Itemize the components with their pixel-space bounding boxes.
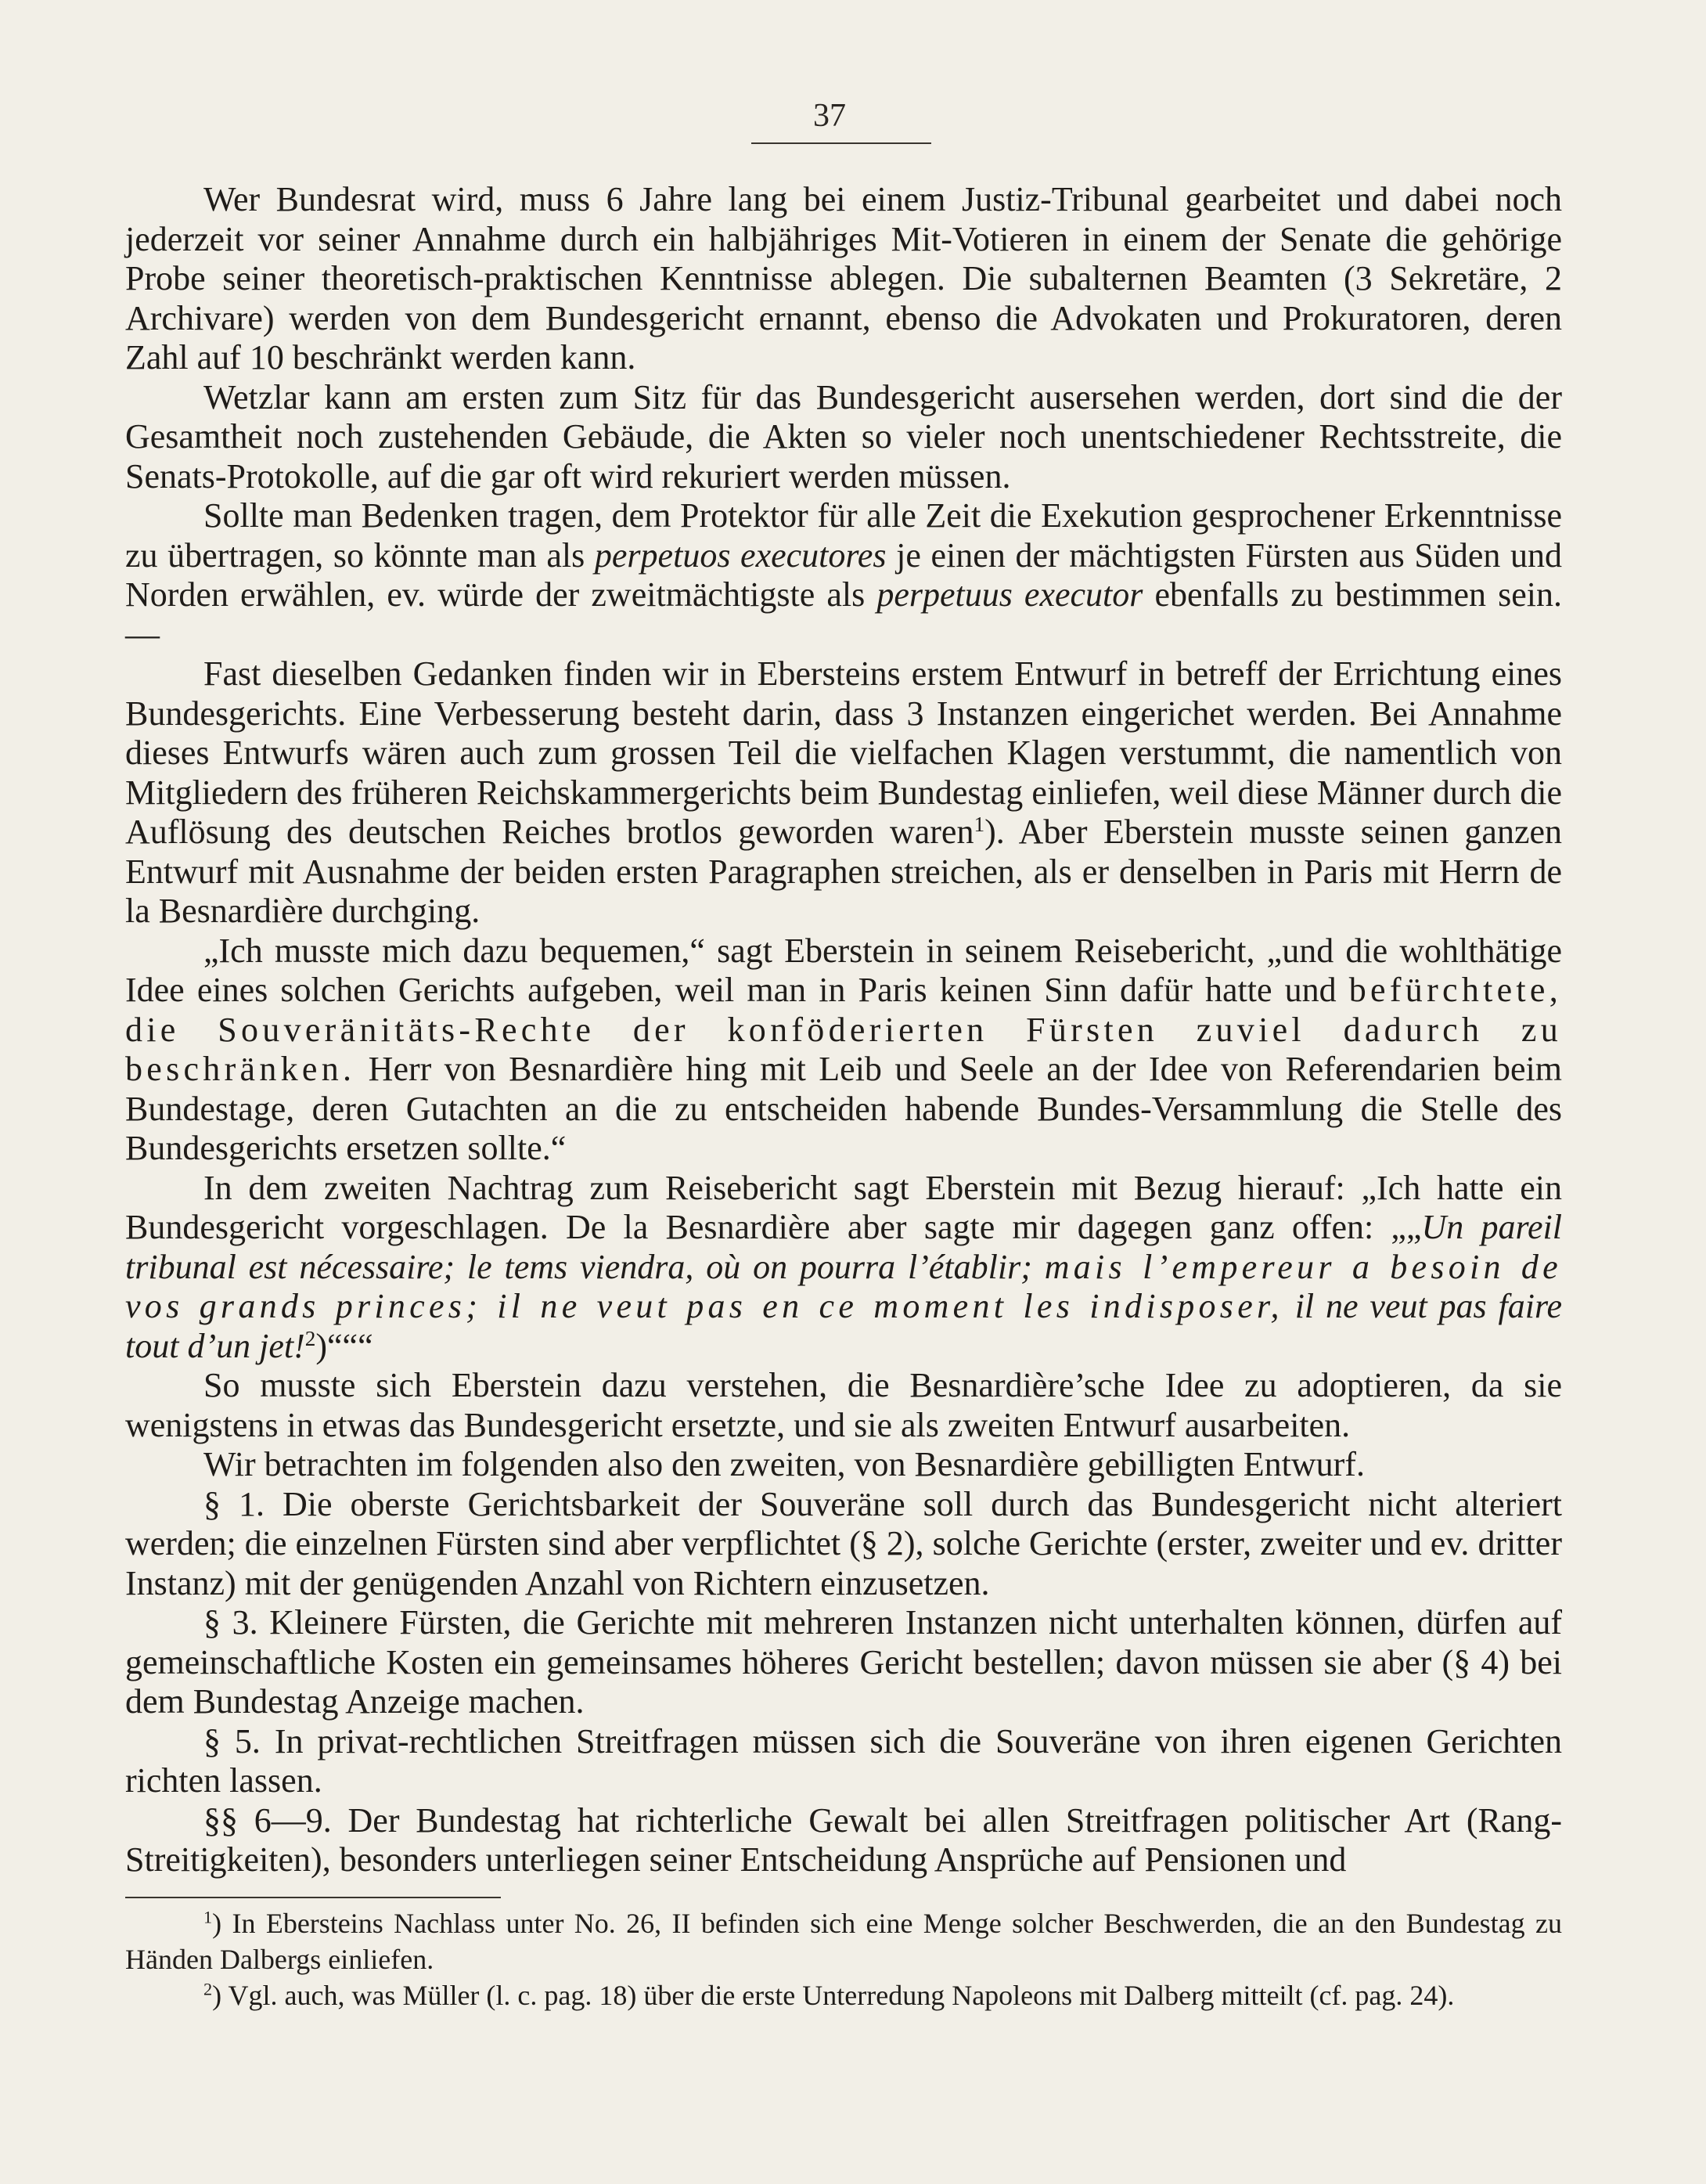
paragraph: § 5. In privat-rechtlichen Streitfragen müssen sich die Souveräne von ihren eigenen Gerichten richten lassen. — [125, 1721, 1562, 1800]
page-number: 37 — [813, 98, 846, 134]
footnote-mark: 2 — [203, 1979, 213, 1999]
text-run: )“““ — [315, 1326, 373, 1365]
paragraph — [125, 932, 1562, 1169]
spaced-emphasis: befürchtete, die Souveränitäts-Rechte der konföderierten Fürsten zuviel dadurch zu beschränken. — [125, 971, 1563, 1088]
footnote-rule — [125, 1897, 501, 1898]
header-rule — [751, 142, 931, 144]
paragraph — [125, 654, 1562, 932]
text-run: ). Aber Eberstein musste seinen ganzen Entwurf mit Ausnahme der beiden ersten Paragraphen streichen, als er denselben in Paris mit Herrn de la Besnardière durchging. — [125, 813, 1563, 930]
paragraph: Wir betrachten im folgenden also den zweiten, von Besnardière gebilligten Entwurf. — [203, 1445, 1365, 1483]
text-run: je einen der mächtigsten Fürsten aus Süden und Norden erwählen, ev. würde der zweitmächtigste als — [125, 535, 1563, 614]
footnote-text: ) Vgl. auch, was Müller (l. c. pag. 18) über die erste Unterredung Napoleons mit Dalberg mitteilt (cf. pag. 24). — [212, 1980, 1455, 2011]
french-quote: Un pareil tribunal est nécessaire; le tems viendra, où on pourra l’établir; — [125, 1208, 1562, 1286]
footnote-text: ) In Ebersteins Nachlass unter No. 26, II befinden sich eine Menge solcher Beschwerden, die an den Bundestag zu Händen Dalbergs einliefen. — [125, 1908, 1562, 1975]
text-run: In dem zweiten Nachtrag zum Reisebericht sagt Eberstein mit Bezug hierauf: „Ich hatte ein Bundesgericht vorgeschlagen. De la Besnardière aber sagte mir dagegen ganz offen: „„ — [125, 1168, 1562, 1246]
french-quote-spaced: mais l’empereur a besoin de vos grands princes; il ne veut pas en ce moment les indisposer, — [125, 1247, 1562, 1325]
text-run: Sollte man Bedenken tragen, dem Protektor für alle Zeit die Exekution gesprochener Erkenntnisse zu übertragen, so könnte man als — [125, 496, 1562, 575]
french-quote: il ne veut pas faire tout d’un jet! — [125, 1287, 1563, 1365]
text-run: Herr von Besnardière hing mit Leib und Seele an der Idee von Referendarien beim Bundestage, deren Gutachten an die zu entscheiden habende Bundes-Versammlung die Stelle des Bundesgerichts ersetzen sollte.“ — [125, 1050, 1562, 1167]
text-run: „Ich musste mich dazu bequemen,“ sagt Eberstein in seinem Reisebericht, „und die wohlthätige Idee eines solchen Gerichts aufgeben, weil man in Paris keinen Sinn dafür hatte und — [125, 931, 1562, 1009]
paragraph: § 1. Die oberste Gerichtsbarkeit der Souveräne soll durch das Bundesgericht nicht alteriert werden; die einzelnen Fürsten sind aber verpflichtet (§ 2), solche Gerichte (erster, zweiter und ev. dritter Instanz) mit der genügenden Anzahl von Richtern einzusetzen. — [125, 1484, 1562, 1602]
paragraph: §§ 6—9. Der Bundestag hat richterliche Gewalt bei allen Streitfragen politischer Art (Rang-Streitigkeiten), besonders unterliegen seiner Entscheidung Ansprüche auf Pensionen und — [125, 1800, 1562, 1879]
footnote-ref: 2 — [304, 1326, 316, 1350]
latin-term: perpetuus executor — [876, 575, 1143, 614]
footnotes — [125, 1905, 1562, 2013]
paragraph: Wer Bundesrat wird, muss 6 Jahre lang bei einem Justiz-Tribunal gearbeitet und dabei noch jederzeit vor seiner Annahme durch ein halbjähriges Mit-Votieren in einem der Senate die gehörige Probe seiner theoretisch-praktischen Kenntnisse ablegen. Die subalternen Beamten (3 Sekretäre, 2 Archivare) werden von dem Bundesgericht ernannt, ebenso die Advokaten und Prokuratoren, deren Zahl auf 10 beschränkt werden kann. — [125, 180, 1562, 377]
paragraph: Wetzlar kann am ersten zum Sitz für das Bundesgericht ausersehen werden, dort sind die der Gesamtheit noch zustehenden Gebäude, die Akten so vieler noch unentschiedener Rechtsstreite, die Senats-Protokolle, auf die gar oft wird rekuriert werden müssen. — [125, 377, 1562, 496]
latin-term: perpetuos executores — [594, 535, 887, 575]
footnote-mark: 1 — [203, 1907, 213, 1927]
footnote — [125, 1905, 1562, 1977]
main-text — [125, 180, 1562, 1880]
paragraph — [125, 1169, 1562, 1367]
footnote — [125, 1977, 1562, 2013]
paragraph: § 3. Kleinere Fürsten, die Gerichte mit mehreren Instanzen nicht unterhalten können, dürfen auf gemeinschaftliche Kosten ein gemeinsames höheres Gericht bestellen; davon müssen sie aber (§ 4) bei dem Bundestag Anzeige machen. — [125, 1603, 1562, 1721]
text-run: ebenfalls zu bestimmen sein. — — [125, 575, 1562, 654]
footnote-ref: 1 — [974, 813, 985, 836]
paragraph — [125, 496, 1562, 654]
text-run: Fast dieselben Gedanken finden wir in Ebersteins erstem Entwurf in betreff der Errichtung eines Bundesgerichts. Eine Verbesserung besteht darin, dass 3 Instanzen eingerichet werden. Bei Annahme dieses Entwurfs wären auch zum grossen Teil die vielfachen Klagen verstummt, die namentlich von Mitgliedern des früheren Reichskammergerichts beim Bundestag einliefen, weil diese Männer durch die Auflösung des deutschen Reiches brotlos geworden waren — [125, 654, 1562, 851]
paragraph: So musste sich Eberstein dazu verstehen, die Besnardière’sche Idee zu adoptieren, da sie wenigstens in etwas das Bundesgericht ersetzte, und sie als zweiten Entwurf ausarbeiten. — [125, 1366, 1562, 1444]
